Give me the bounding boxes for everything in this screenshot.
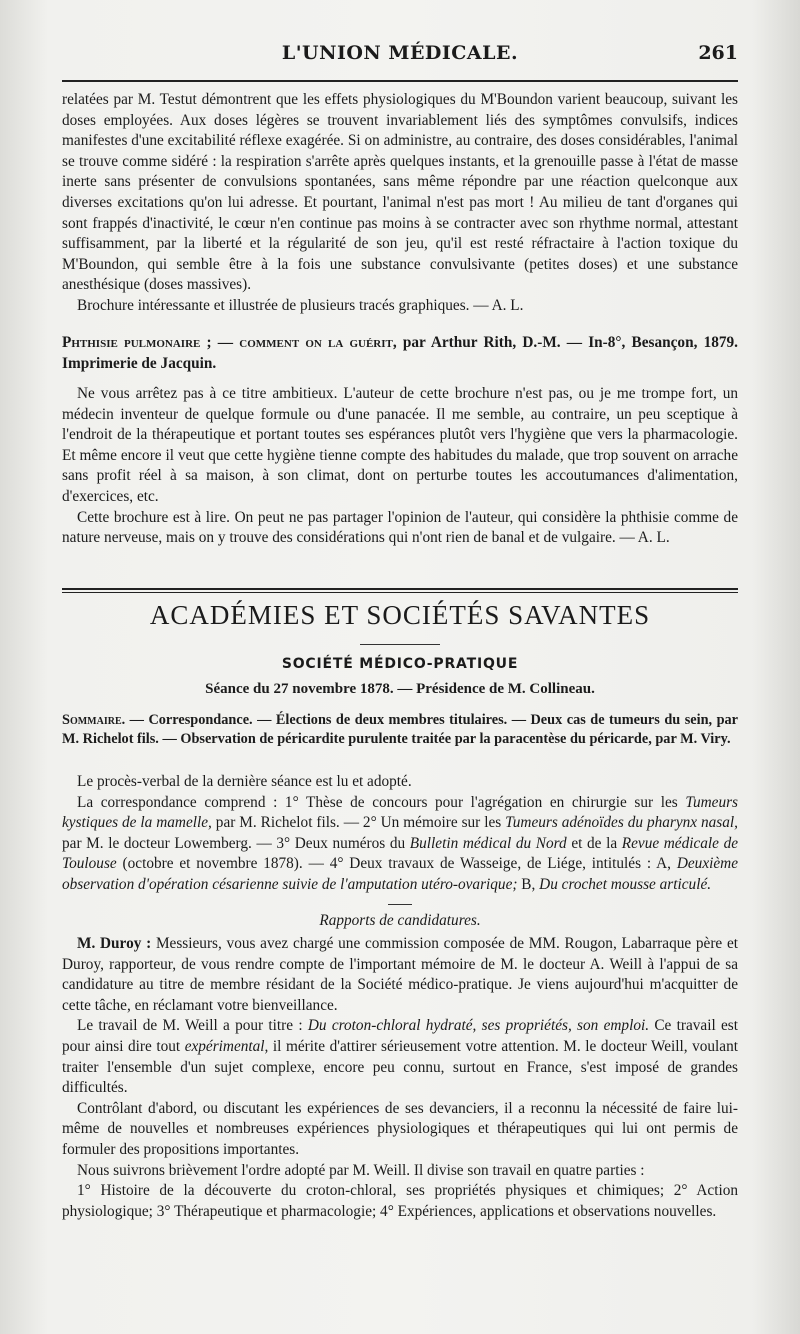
report-paragraph [62,934,738,1016]
title-rule [360,644,440,645]
summary-text: — Correspondance. — Élections de deux membres titulaires. — Deux cas de tumeurs du sein, par M. Richelot fils. — Observation de péricardite purulente traitée par la paracentèse du péricarde, par M. Viry. [62,712,739,747]
header-rule [62,80,738,82]
running-head: L'UNION MÉDICALE. [281,42,519,64]
text-run: Ce travail est pour ainsi dire tout [62,1017,738,1055]
paragraph: 1° Histoire de la découverte du croton-chloral, ses propriétés physiques et chimiques; 2° Action physiologique; 3° Thérapeutique et pharmacologie; 4° Expériences, applications et observations nouvelles. [62,1182,738,1220]
italic-title: Tumeurs kystiques de la mamelle, [62,793,739,832]
session-line: Séance du 27 novembre 1878. — Présidence de M. Collineau. [205,681,595,697]
summary [62,711,738,748]
review-citation: par Arthur Rith, D.-M. — In-8°, Besançon, 1879. Imprimerie de Jacquin. [62,334,738,372]
paragraph: Cette brochure est à lire. On peut ne pas partager l'opinion de l'auteur, qui considère la phthisie comme de nature nerveuse, mais on y trouve des considérations qui n'ont rien de banal et de vulgaire. — A. L. [62,508,738,547]
text-run: Le travail de M. Weill a pour titre : [77,1017,303,1035]
paragraph: Contrôlant d'abord, ou discutant les expériences de ses devanciers, il a reconnu la nécessité de faire lui-même de nouvelles et nombreuses expériences physiologiques et thérapeutiques qui lui ont permis de formuler des propositions importantes. [62,1099,738,1158]
report-paragraph [62,1016,738,1098]
paragraph: Le procès-verbal de la dernière séance est lu et adopté. [77,773,412,790]
italic-title: Tumeurs adénoïdes du pharynx nasal, [505,814,738,832]
paragraph-signed: Brochure intéressante et illustrée de plusieurs tracés graphiques. — A. L. [77,296,524,314]
page-number: 261 [698,42,738,64]
subhead: Rapports de candidatures. [319,912,481,929]
section-title: ACADÉMIES ET SOCIÉTÉS SAVANTES [149,600,651,630]
article-continuation [62,90,738,317]
text-run: par M. Richelot fils. — 2° Un mémoire sur les [215,814,502,832]
text-run: B, [521,875,536,893]
reports [62,934,738,1222]
society-title: SOCIÉTÉ MÉDICO-PRATIQUE [281,656,519,672]
page-header [62,42,738,72]
correspondence-paragraph [62,793,738,896]
italic-title: Du croton-chloral hydraté, ses propriétés, son emploi. [307,1017,650,1035]
paragraph: Nous suivrons brièvement l'ordre adopté par M. Weill. Il divise son travail en quatre parties : [77,1161,645,1179]
text-run: par M. le docteur Lowemberg. — 3° Deux numéros du [62,834,406,852]
summary-label: Sommaire. [62,712,126,728]
paragraph: relatées par M. Testut démontrent que les effets physiologiques du M'Boundon varient beaucoup, suivant les doses employées. Aux doses légères se trouvent invariablement liés des symptômes convulsifs, indices manifestes d'une excitabilité réflexe exagérée. Si on administre, au contraire, des doses considérables, l'animal se trouve comme sidéré : la respiration s'arrête après quelques instants, et la grenouille passe à l'état de masse inerte sans présenter de convulsions spontanées, sans même répondre par une réaction quelconque aux diverses excitations qu'on lui adresse. Et pourtant, l'animal n'est pas mort ! Au milieu de tant d'organes qui sont frappés d'inactivité, le cœur n'en continue pas moins à se contracter avec son rhythme normal, attestant suffisamment, par la liberté et la régularité de son jeu, qu'il est resté réfractaire à l'action toxique du M'Boundon, qui semble être à la fois une substance convulsivante (petites doses) et une substance anesthésique (doses massives). [62,91,738,294]
text-run: et de la [571,834,618,852]
minutes [62,772,738,896]
speaker: M. Duroy : [77,935,152,952]
subhead-rule [388,904,412,905]
italic-title: Deuxième observation d'opération césarienne suivie de l'amputation utéro-ovarique; [62,855,738,893]
section-divider [62,588,738,593]
paragraph: Ne vous arrêtez pas à ce titre ambitieux. L'auteur de cette brochure n'est pas, ou je me trompe fort, un médecin inventeur de quelque formule ou d'une panacée. Il me semble, au contraire, un peu sceptique à l'endroit de la thérapeutique et portant toutes ses espérances plutôt vers l'hygiène que vers la pharmacologie. Et même encore il veut que cette hygiène tienne compte des habitudes du malade, que trop souvent on arrache sans profit réel à sa maison, à son climat, dont on perturbe toutes les accoutumances d'alimentation, d'exercices, etc. [62,385,738,505]
italic-title: Du crochet mousse articulé. [539,875,712,893]
text-run: (octobre et novembre 1878). — 4° Deux travaux de Wasseige, de Liége, intitulés : A, [122,855,671,873]
text-run: Messieurs, vous avez chargé une commission composée de MM. Rougon, Labarraque père et Duroy, rapporteur, de vous rendre compte de l'important mémoire de M. le docteur A. Weill à l'appui de sa candidature au titre de membre résidant de la Société médico-pratique. Je viens aujourd'hui m'acquitter de cette tâche, en réclamant votre bienveillance. [62,935,738,1014]
italic-title: Revue médicale de Toulouse [62,834,739,873]
review-title: Phthisie pulmonaire ; — comment on la guérit, [62,334,397,351]
review-body [62,384,738,549]
text-run: il mérite d'attirer sérieusement votre attention. M. le docteur Weill, voulant traiter l'ensemble d'un sujet complexe, encore peu connu, surtout en France, s'est imposé de grandes difficultés. [62,1037,738,1097]
review-heading [62,333,738,374]
italic-title: expérimental, [184,1037,269,1055]
text-run: La correspondance comprend : 1° Thèse de concours pour l'agrégation en chirurgie sur les [77,793,678,811]
italic-title: Bulletin médical du Nord [409,834,567,852]
